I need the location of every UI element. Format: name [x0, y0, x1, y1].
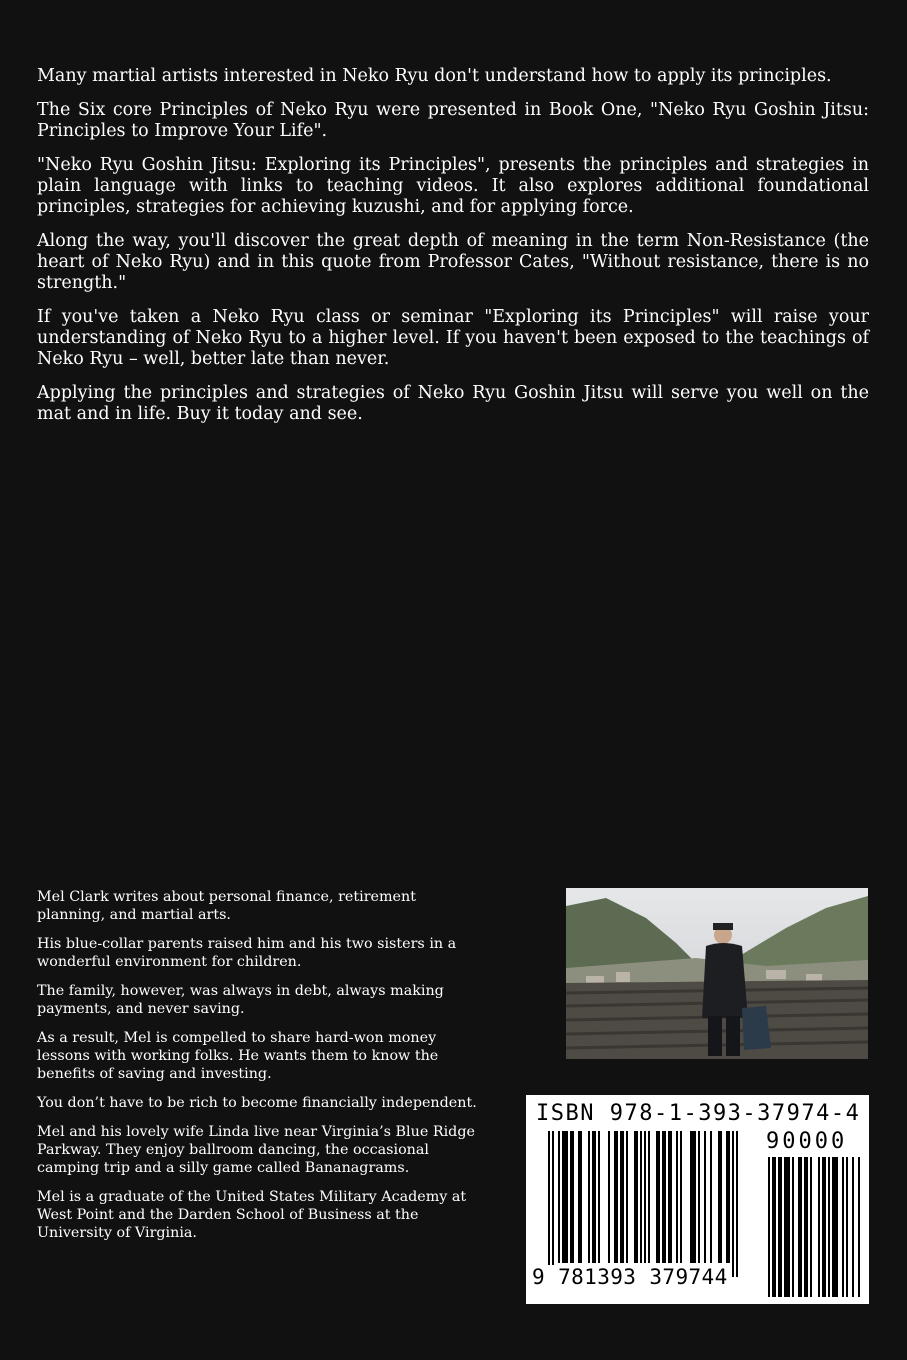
barcode-bar — [732, 1131, 734, 1277]
blurb-paragraph: Many martial artists interested in Neko Ryu don't understand how to apply its principles. — [37, 66, 832, 86]
barcode-bar — [662, 1131, 666, 1263]
barcode-bar — [798, 1157, 802, 1297]
barcode-bar — [570, 1131, 574, 1263]
barcode-bar — [842, 1157, 844, 1297]
bio-paragraph: Mel and his lovely wife Linda live near Virginia’s Blue Ridge Parkway. They enjoy ballroom dancing, the occasional camping trip and a silly game called Bananagrams. — [37, 1124, 475, 1176]
barcode-bar — [640, 1131, 642, 1263]
barcode-bar — [846, 1157, 848, 1297]
barcode-bar — [644, 1131, 646, 1263]
barcode-bar — [690, 1131, 696, 1263]
barcode-bar — [698, 1131, 700, 1263]
barcode-bar — [558, 1131, 560, 1263]
barcode-bar — [680, 1131, 682, 1263]
blurb-paragraph: Along the way, you'll discover the great depth of meaning in the term Non-Resistance (the heart of Neko Ryu) and in this quote from Professor Cates, "Without resistance, there is no strength." — [37, 231, 869, 293]
ean-barcode-bars — [548, 1131, 762, 1283]
barcode-bar — [588, 1131, 590, 1263]
barcode-bar — [656, 1131, 660, 1263]
bio-paragraph: The family, however, was always in debt, always making payments, and never saving. — [37, 983, 444, 1017]
barcode-bar — [608, 1131, 610, 1263]
barcode-bar — [736, 1131, 738, 1277]
price-code: 90000 — [766, 1129, 848, 1154]
barcode-bar — [552, 1131, 554, 1277]
barcode-bar — [704, 1131, 706, 1263]
barcode-bar — [784, 1157, 790, 1297]
barcode-bar — [634, 1131, 638, 1263]
barcode-bar — [772, 1157, 776, 1297]
barcode-bar — [592, 1131, 596, 1263]
blurb-paragraph: "Neko Ryu Goshin Jitsu: Exploring its Principles", presents the principles and strategies in plain language with links to teaching videos. It also explores additional foundational principles, strategies for achieving kuzushi, and for applying force. — [37, 155, 869, 217]
barcode-bar — [828, 1157, 830, 1297]
bio-paragraph: Mel Clark writes about personal finance, retirement planning, and martial arts. — [37, 889, 416, 923]
blurb-paragraph: The Six core Principles of Neko Ryu were presented in Book One, "Neko Ryu Goshin Jitsu: Principles to Improve Your Life". — [37, 100, 869, 141]
ean-digits: 9 781393 379744 — [532, 1265, 728, 1289]
bio-paragraph: As a result, Mel is compelled to share hard-won money lessons with working folks. He wants them to know the benefits of saving and investing. — [37, 1030, 439, 1082]
barcode-bar — [548, 1131, 550, 1277]
blurb-paragraph: Applying the principles and strategies of Neko Ryu Goshin Jitsu will serve you well on the mat and in life. Buy it today and see. — [37, 383, 869, 424]
bio-paragraph: You don’t have to be rich to become financially independent. — [37, 1095, 477, 1111]
barcode-bar — [676, 1131, 678, 1263]
barcode-bar — [852, 1157, 854, 1297]
barcode-bar — [792, 1157, 794, 1297]
barcode-bar — [614, 1131, 618, 1263]
barcode-bar — [578, 1131, 582, 1263]
barcode-bar — [768, 1157, 770, 1297]
barcode-bar — [668, 1131, 672, 1263]
barcode-bar — [648, 1131, 650, 1263]
isbn-number: ISBN 978-1-393-37974-4 — [536, 1101, 861, 1126]
barcode-bar — [598, 1131, 600, 1263]
isbn-barcode — [526, 1095, 869, 1304]
barcode-bar — [626, 1131, 628, 1263]
barcode-bar — [710, 1131, 712, 1263]
barcode-bar — [562, 1131, 568, 1263]
addon-barcode-bars — [768, 1157, 860, 1297]
author-bio — [37, 888, 487, 1253]
barcode-bar — [858, 1157, 860, 1297]
author-photo — [566, 888, 868, 1059]
barcode-bar — [804, 1157, 808, 1297]
barcode-bar — [718, 1131, 722, 1263]
blurb-paragraph: If you've taken a Neko Ryu class or seminar "Exploring its Principles" will raise your understanding of Neko Ryu to a higher level. If you haven't been exposed to the teachings of Neko Ryu – well, better late than never. — [37, 307, 869, 369]
barcode-bar — [726, 1131, 730, 1263]
bio-paragraph: Mel is a graduate of the United States Military Academy at West Point and the Darden School of Business at the University of Virginia. — [37, 1189, 467, 1241]
barcode-bar — [810, 1157, 812, 1297]
barcode-bar — [620, 1131, 624, 1263]
barcode-bar — [778, 1157, 782, 1297]
barcode-bar — [818, 1157, 820, 1297]
barcode-bar — [832, 1157, 838, 1297]
bio-paragraph: His blue-collar parents raised him and his two sisters in a wonderful environment for children. — [37, 936, 457, 970]
back-cover-blurb — [37, 66, 869, 438]
barcode-bar — [822, 1157, 826, 1297]
